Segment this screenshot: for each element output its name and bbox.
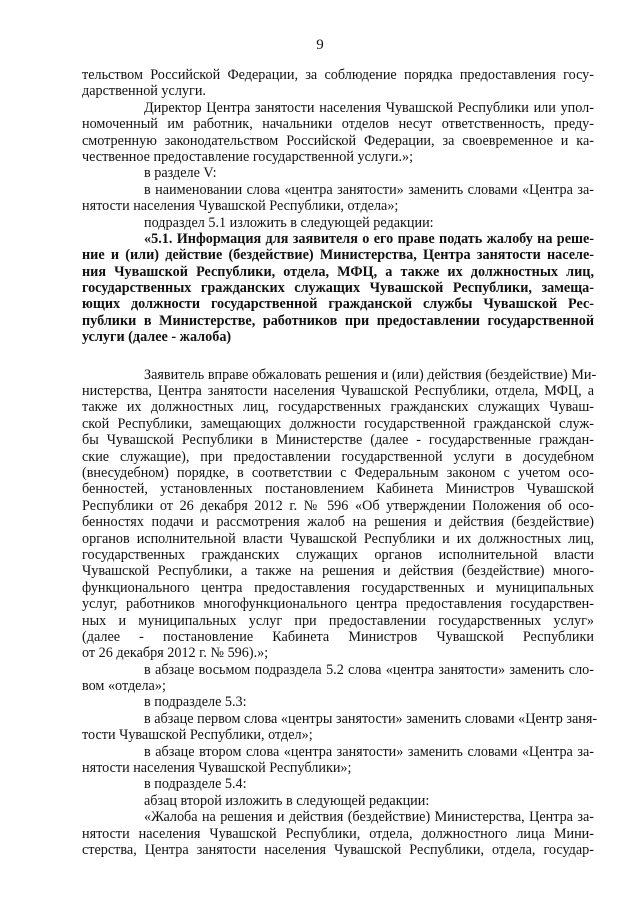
text-line: ские служащие), при предоставлении государственной услуги в досудебном xyxy=(82,448,594,465)
text-line: (далее - постановление Кабинета Министров Чувашской Республики xyxy=(82,628,594,645)
text-line: бенностей, установленных постановлением Кабинета Министров Чувашской xyxy=(82,481,594,498)
paragraph xyxy=(82,67,594,100)
text-line: в разделе V: xyxy=(144,165,217,182)
text-line: нятости населения Чувашской Республики, отдела»; xyxy=(82,198,399,215)
paragraph xyxy=(82,694,594,710)
page-number: 9 xyxy=(316,37,324,53)
text-line: «5.1. Информация для заявителя о его праве подать жалобу на реше- xyxy=(144,230,594,247)
text-line: нятости населения Чувашской Республики, отдела, должностного лица Мини- xyxy=(82,825,594,842)
text-line: подраздел 5.1 изложить в следующей редакции: xyxy=(144,214,434,231)
paragraph xyxy=(82,793,594,809)
text-line: смотренную законодательством Российской Федерации, за своевременное и ка- xyxy=(82,132,594,149)
text-line: в абзаце первом слова «центры занятости» заменить словами «Центр заня- xyxy=(144,710,598,727)
text-line: услуги (далее - жалоба) xyxy=(82,329,232,346)
paragraph xyxy=(82,809,594,858)
text-line: услуг, работников многофункционального центра предоставления государствен- xyxy=(82,596,594,613)
paragraph xyxy=(82,215,594,231)
text-line: (внесудебном) порядке, в соответствии с Федеральным законом с учетом осо- xyxy=(82,464,594,481)
paragraph xyxy=(82,744,594,777)
text-line: ние и (или) действие (бездействие) Министерства, Центра занятости населе- xyxy=(82,247,594,264)
paragraph xyxy=(82,182,594,215)
document-body xyxy=(82,67,598,858)
text-line: «Жалоба на решения и действия (бездействие) Министерства, Центра за- xyxy=(144,809,594,826)
text-line: государственных гражданских служащих органов исполнительной власти xyxy=(82,546,594,563)
text-line: органов исполнительной власти Чувашской Республики и их должностных лиц, xyxy=(82,530,594,547)
text-line: в наименовании слова «центра занятости» заменить словами «Центра за- xyxy=(144,181,594,198)
text-line: чественное предоставление государственной услуги.»; xyxy=(82,148,414,165)
text-line: ных и муниципальных услуг при предоставлении государственных услуг» xyxy=(82,612,594,629)
text-line: ской Республики, замещающих должности государственной гражданской служ- xyxy=(82,415,594,432)
text-line: государственных гражданских служащих Чувашской Республики, замеща- xyxy=(82,280,594,297)
text-line: нистерства, Центра занятости населения Чувашской Республики, отдела, МФЦ, а xyxy=(82,383,594,400)
text-line: также их должностных лиц, государственных гражданских служащих Чуваш- xyxy=(82,399,594,416)
text-line: бы Чувашской Республики в Министерстве (далее - государственные граждан- xyxy=(82,432,594,449)
text-line: функционального центра предоставления государственных и муниципальных xyxy=(82,579,594,596)
text-line: в абзаце втором слова «центра занятости» заменить словами «Центра за- xyxy=(144,743,594,760)
text-line: Директор Центра занятости населения Чувашской Республики или упол- xyxy=(144,99,594,116)
text-line: тельством Российской Федерации, за соблюдение порядка предоставления госу- xyxy=(82,67,594,83)
paragraph xyxy=(82,710,598,744)
text-line: Заявитель вправе обжаловать решения и (или) действия (бездействие) Ми- xyxy=(144,366,597,383)
text-line: Республики от 26 декабря 2012 г. № 596 «Об утверждении Положения об осо- xyxy=(82,497,594,514)
text-line: ния Чувашской Республики, отдела, МФЦ, а также их должностных лиц, xyxy=(82,263,594,280)
text-line: номоченный им работник, начальники отделов несут ответственность, преду- xyxy=(82,116,594,133)
text-line: бенностях подачи и рассмотрения жалоб на решения и действия (бездействие) xyxy=(82,514,594,531)
paragraph xyxy=(82,165,594,181)
text-line: стерства, Центра занятости населения Чувашской Республики, отдела, государ- xyxy=(82,841,594,858)
text-line: публики в Министерстве, работников при предоставлении государственной xyxy=(82,312,594,329)
text-line: дарственной услуги. xyxy=(82,83,206,100)
paragraph xyxy=(82,366,597,662)
text-line: в подразделе 5.3: xyxy=(144,694,247,711)
paragraph xyxy=(82,100,594,166)
text-line: вом «отдела»; xyxy=(82,678,166,695)
text-line: в абзаце восьмом подраздела 5.2 слова «центра занятости» заменить сло- xyxy=(144,661,594,678)
text-line: нятости населения Чувашской Республики»; xyxy=(82,760,352,777)
text-line: тости Чувашской Республики, отдел»; xyxy=(82,727,313,744)
text-line: Чувашской Республики, а также на решения и действия (бездействие) много- xyxy=(82,563,594,580)
text-line: от 26 декабря 2012 г. № 596).»; xyxy=(82,645,269,662)
section-heading xyxy=(82,231,594,346)
paragraph xyxy=(82,776,594,792)
paragraph-spacer xyxy=(82,346,594,367)
text-line: в подразделе 5.4: xyxy=(144,776,247,793)
text-line: ющих должности государственной гражданской службы Чувашской Рес- xyxy=(82,296,594,313)
text-line: абзац второй изложить в следующей редакции: xyxy=(144,792,430,809)
paragraph xyxy=(82,662,594,695)
